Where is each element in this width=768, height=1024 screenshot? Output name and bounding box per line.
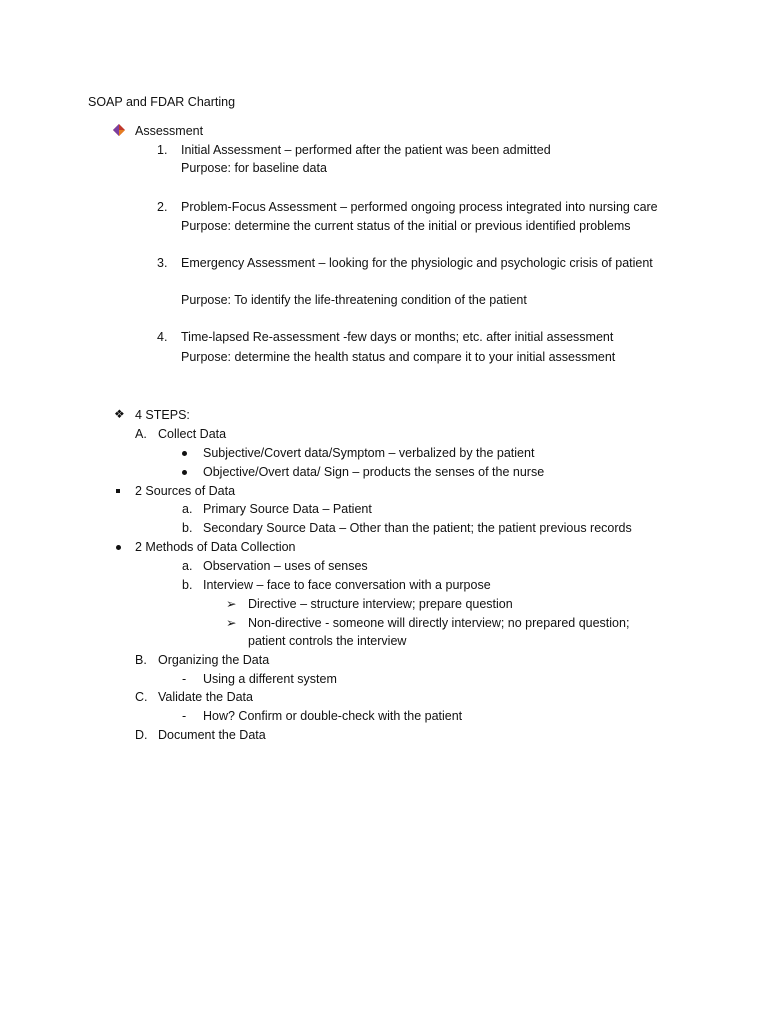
list-item-continuation: patient controls the interview xyxy=(248,634,407,648)
list-marker: 2. xyxy=(157,200,168,214)
list-item: Non-directive - someone will directly interview; no prepared question; xyxy=(248,616,630,630)
bullet-dot-icon xyxy=(182,445,187,461)
step-b-label: Organizing the Data xyxy=(158,653,270,667)
list-item: Secondary Source Data – Other than the patient; the patient previous records xyxy=(203,521,632,535)
list-item: Emergency Assessment – looking for the physiologic and psychologic crisis of patient xyxy=(181,256,653,270)
list-marker: A. xyxy=(135,427,147,441)
list-item-purpose: Purpose: To identify the life-threatening condition of the patient xyxy=(181,293,527,307)
list-marker: b. xyxy=(182,578,193,592)
list-marker: D. xyxy=(135,728,148,742)
square-bullet-icon xyxy=(116,483,120,499)
assessment-heading: Assessment xyxy=(135,124,204,138)
list-item: Interview – face to face conversation with a purpose xyxy=(203,578,491,592)
list-marker: 1. xyxy=(157,143,168,157)
list-item: Observation – uses of senses xyxy=(203,559,368,573)
list-item: Time-lapsed Re-assessment -few days or months; etc. after initial assessment xyxy=(181,330,614,344)
step-d-label: Document the Data xyxy=(158,728,266,742)
four-diamond-bullet-icon: ❖ xyxy=(114,407,125,421)
list-item: How? Confirm or double-check with the patient xyxy=(203,709,463,723)
list-item: Directive – structure interview; prepare question xyxy=(248,597,513,611)
list-item: Subjective/Covert data/Symptom – verbalized by the patient xyxy=(203,446,535,460)
bullet-dot-icon xyxy=(182,464,187,480)
document-title: SOAP and FDAR Charting xyxy=(88,95,236,109)
dash-marker: - xyxy=(182,672,187,686)
list-marker: C. xyxy=(135,690,148,704)
list-marker: a. xyxy=(182,559,193,573)
diamond-bullet-icon xyxy=(113,124,125,136)
list-item: Using a different system xyxy=(203,672,337,686)
steps-heading: 4 STEPS: xyxy=(135,408,190,422)
dash-marker: - xyxy=(182,709,187,723)
list-marker: B. xyxy=(135,653,147,667)
sources-label: 2 Sources of Data xyxy=(135,484,236,498)
arrow-bullet-icon: ➢ xyxy=(226,597,237,611)
list-item: Problem-Focus Assessment – performed ongoing process integrated into nursing care xyxy=(181,200,658,214)
list-item: Primary Source Data – Patient xyxy=(203,502,372,516)
list-item: Objective/Overt data/ Sign – products the senses of the nurse xyxy=(203,465,545,479)
step-a-label: Collect Data xyxy=(158,427,227,441)
list-item: Initial Assessment – performed after the patient was been admitted xyxy=(181,143,551,157)
list-item-purpose: Purpose: determine the current status of the initial or previous identified problems xyxy=(181,219,631,233)
list-marker: 3. xyxy=(157,256,168,270)
arrow-bullet-icon: ➢ xyxy=(226,616,237,630)
list-item-purpose: Purpose: determine the health status and compare it to your initial assessment xyxy=(181,350,616,364)
list-marker: a. xyxy=(182,502,193,516)
bullet-dot-icon xyxy=(116,539,121,555)
step-c-label: Validate the Data xyxy=(158,690,253,704)
list-item-purpose: Purpose: for baseline data xyxy=(181,161,327,175)
list-marker: b. xyxy=(182,521,193,535)
methods-label: 2 Methods of Data Collection xyxy=(135,540,296,554)
list-marker: 4. xyxy=(157,330,168,344)
